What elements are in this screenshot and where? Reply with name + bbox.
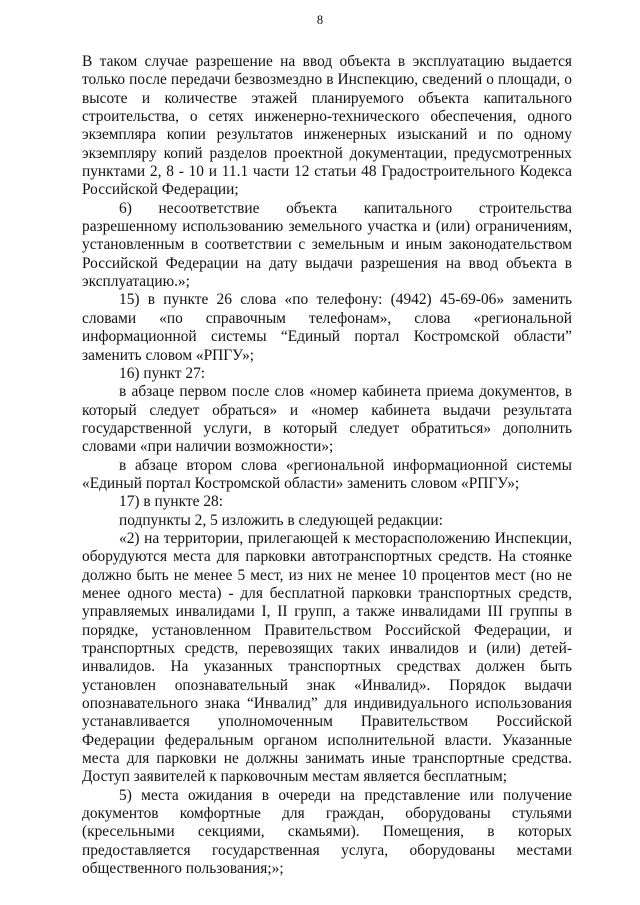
paragraph-waiting-places: 5) места ожидания в очереди на представление или получение документов комфортные для граждан, оборудованы стульями (кресельными секциями, скамьями). Помещения, в которых предоставляется государственная услуга, оборудованы местами общественного пользования;»; [82, 786, 572, 878]
paragraph-item-15: 15) в пункте 26 слова «по телефону: (4942) 45-69-06» заменить словами «по справочным телефонам», слова «региональной информационной системы “Единый портал Костромской области” заменить словом «РПГУ»; [82, 291, 572, 364]
paragraph-second-abzac: в абзаце втором слова «региональной информационной системы «Единый портал Костромской области» заменить словом «РПГУ»; [82, 456, 572, 492]
paragraph-item-17: 17) в пункте 28: [119, 493, 223, 511]
paragraph-item-6: 6) несоответствие объекта капитального строительства разрешенному использованию земельного участка и (или) ограничениям, установленным в соответствии с земельным и иным законодательством Российской Федерации на дату выдачи разрешения на ввод объекта в эксплуатацию.»; [82, 199, 572, 291]
paragraph-parking: «2) на территории, прилегающей к месторасположению Инспекции, оборудуются места для парковки автотранспортных средств. На стоянке должно быть не менее 5 мест, из них не менее 10 процентов мест (но не менее одного места) - для бесплатной парковки транспортных средств, управляемых инвалидами I, II групп, а также инвалидами III группы в порядке, установленном Правительством Российской Федерации, и транспортных средств, перевозящих таких инвалидов и (или) детей-инвалидов. На указанных транспортных средствах должен быть установлен опознавательный знак «Инвалид». Порядок выдачи опознавательного знака “Инвалид” для индивидуального использования устанавливается уполномоченным Правительством Российской Федерации федеральным органом исполнительной власти. Указанные места для парковки не должны занимать иные транспортные средства. Доступ заявителей к парковочным местам является бесплатным; [82, 529, 572, 786]
paragraph-subitems-2-5: подпункты 2, 5 изложить в следующей редакции: [119, 511, 443, 529]
document-body [82, 53, 572, 878]
paragraph-first-abzac: в абзаце первом после слов «номер кабинета приема документов, в который следует обраться» и «номер кабинета выдачи результата государственной услуги, в который следует обратиться» дополнить словами «при наличии возможности»; [82, 383, 572, 456]
page-number: 8 [316, 13, 324, 27]
paragraph-inspection-transfer: В таком случае разрешение на ввод объекта в эксплуатацию выдается только после передачи безвозмездно в Инспекцию, сведений о площади, о высоте и количестве этажей планируемого объекта капитального строительства, о сетях инженерно-технического обеспечения, одного экземпляра копии результатов инженерных изысканий и по одному экземпляру копий разделов проектной документации, предусмотренных пунктами 2, 8 - 10 и 11.1 части 12 статьи 48 Градостроительного Кодекса Российской Федерации; [82, 53, 572, 199]
paragraph-item-16: 16) пункт 27: [119, 364, 206, 382]
